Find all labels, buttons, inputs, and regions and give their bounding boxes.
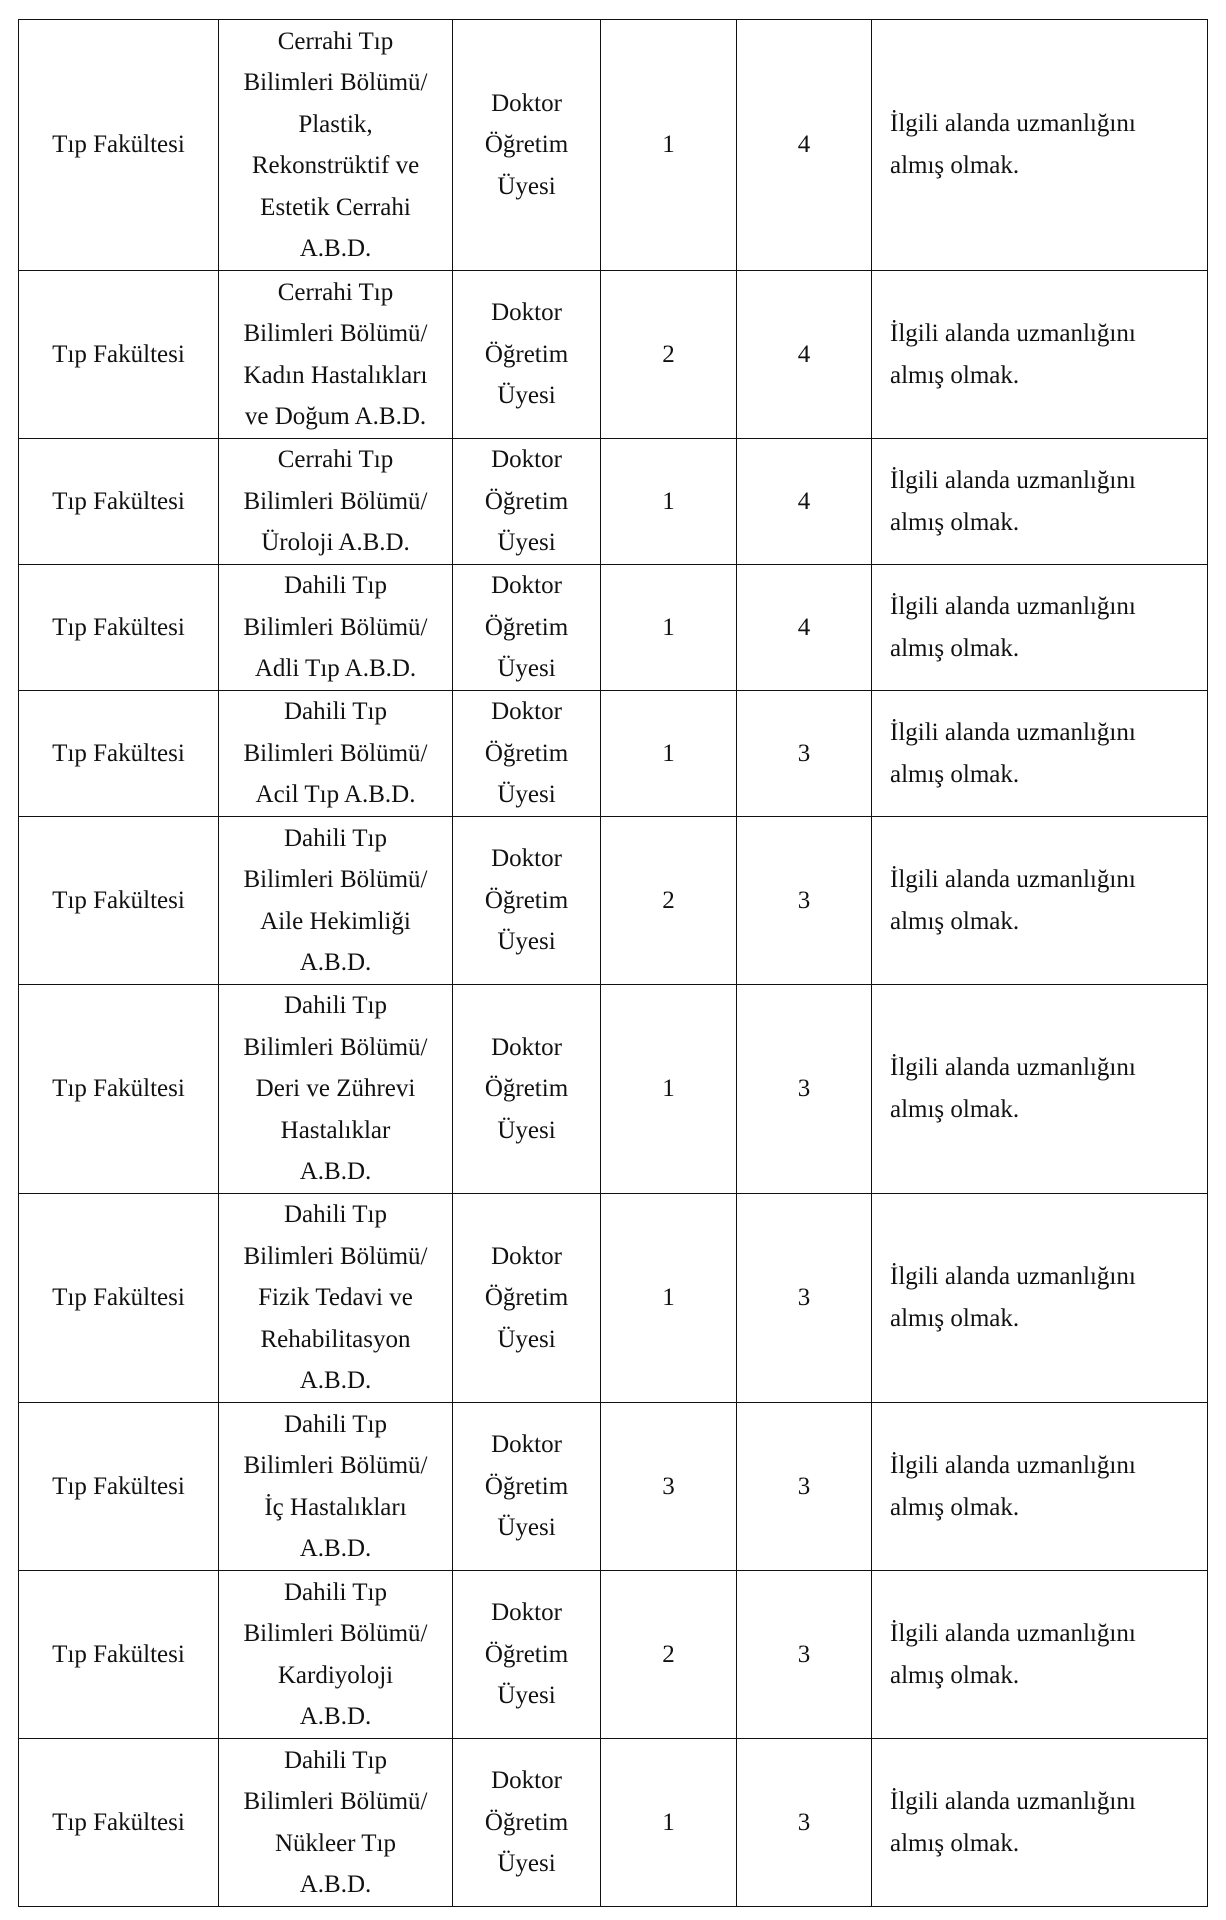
- faculty-name: Tıp Fakültesi: [52, 340, 185, 368]
- department-line: Hastalıklar: [280, 1116, 391, 1144]
- degree-cell: [737, 439, 872, 565]
- position-count: 1: [662, 487, 675, 515]
- department-line: Deri ve Zührevi: [255, 1075, 416, 1103]
- title-line: Üyesi: [497, 1850, 556, 1878]
- position-degree: 4: [797, 613, 811, 641]
- title-line: Doktor: [491, 698, 562, 726]
- department-cell: [219, 271, 453, 439]
- faculty-name: Tıp Fakültesi: [52, 1640, 185, 1668]
- title-line: Doktor: [491, 1242, 562, 1270]
- requirement-cell: [872, 1739, 1208, 1907]
- position-count: 1: [662, 1075, 675, 1103]
- title-cell: [453, 20, 601, 271]
- department-line: A.B.D.: [299, 1871, 372, 1898]
- title-line: Öğretim: [484, 131, 569, 159]
- department-line: Bilimleri Bölümü/: [243, 487, 428, 515]
- requirement-cell: [872, 439, 1208, 565]
- degree-cell: [737, 1571, 872, 1739]
- requirement-cell: [872, 20, 1208, 271]
- title-cell: [453, 565, 601, 691]
- department-line: Dahili Tıp: [283, 1201, 387, 1229]
- title-line: Doktor: [491, 572, 562, 600]
- position-count: 1: [662, 613, 675, 641]
- count-cell: [601, 565, 737, 691]
- position-count: 2: [662, 1640, 675, 1668]
- department-cell: [219, 565, 453, 691]
- table-row: [19, 439, 1208, 565]
- position-count: 3: [662, 1472, 675, 1500]
- table-row: [19, 1403, 1208, 1571]
- department-line: A.B.D.: [299, 1158, 372, 1186]
- title-cell: [453, 439, 601, 565]
- staff-positions-table: [18, 19, 1208, 1907]
- position-count: 1: [662, 1808, 675, 1836]
- department-line: Bilimleri Bölümü/: [243, 613, 428, 641]
- requirement-cell: [872, 985, 1208, 1194]
- title-line: Doktor: [491, 845, 562, 873]
- faculty-cell: [19, 691, 219, 817]
- position-degree: 3: [797, 1808, 811, 1836]
- department-line: Nükleer Tıp: [274, 1829, 397, 1857]
- department-cell: [219, 817, 453, 985]
- department-line: Adli Tıp A.B.D.: [254, 655, 417, 683]
- department-line: Dahili Tıp: [283, 1746, 387, 1774]
- department-line: Dahili Tıp: [283, 992, 387, 1020]
- requirement-line: İlgili alanda uzmanlığını: [890, 1451, 1136, 1479]
- title-cell: [453, 271, 601, 439]
- department-line: Dahili Tıp: [283, 572, 387, 600]
- faculty-name: Tıp Fakültesi: [52, 1808, 185, 1836]
- faculty-name: Tıp Fakültesi: [52, 1075, 185, 1103]
- title-line: Öğretim: [484, 613, 569, 641]
- title-cell: [453, 691, 601, 817]
- degree-cell: [737, 1194, 872, 1403]
- department-cell: [219, 1403, 453, 1571]
- title-line: Doktor: [491, 1599, 562, 1627]
- department-line: Estetik Cerrahi: [260, 193, 411, 221]
- department-line: Plastik,: [298, 110, 373, 138]
- title-line: Doktor: [491, 1431, 562, 1459]
- requirement-line: İlgili alanda uzmanlığını: [890, 466, 1136, 494]
- faculty-name: Tıp Fakültesi: [52, 487, 185, 515]
- faculty-cell: [19, 985, 219, 1194]
- count-cell: [601, 271, 737, 439]
- table-row: [19, 20, 1208, 271]
- department-line: Cerrahi Tıp: [277, 278, 394, 306]
- title-line: Öğretim: [484, 886, 569, 914]
- department-line: Aile Hekimliği: [260, 907, 411, 935]
- faculty-cell: [19, 1403, 219, 1571]
- requirement-line: almış olmak.: [890, 1493, 1020, 1521]
- table-row: [19, 817, 1208, 985]
- department-cell: [219, 691, 453, 817]
- count-cell: [601, 1739, 737, 1907]
- degree-cell: [737, 985, 872, 1194]
- requirement-line: İlgili alanda uzmanlığını: [890, 1787, 1136, 1815]
- requirement-line: almış olmak.: [890, 760, 1020, 788]
- faculty-cell: [19, 439, 219, 565]
- department-cell: [219, 985, 453, 1194]
- position-count: 1: [662, 131, 675, 159]
- requirement-line: almış olmak.: [890, 1661, 1020, 1689]
- department-line: Bilimleri Bölümü/: [243, 739, 428, 767]
- requirement-cell: [872, 271, 1208, 439]
- department-line: Bilimleri Bölümü/: [243, 1033, 428, 1061]
- department-line: Üroloji A.B.D.: [261, 529, 410, 557]
- requirement-line: İlgili alanda uzmanlığını: [890, 319, 1136, 347]
- department-cell: [219, 439, 453, 565]
- requirement-line: almış olmak.: [890, 1305, 1020, 1332]
- department-line: Dahili Tıp: [283, 824, 387, 852]
- department-line: Bilimleri Bölümü/: [243, 69, 428, 96]
- position-degree: 4: [797, 487, 811, 515]
- title-line: Öğretim: [484, 1640, 569, 1668]
- faculty-cell: [19, 817, 219, 985]
- title-line: Öğretim: [484, 1075, 569, 1103]
- position-degree: 4: [797, 131, 811, 159]
- department-cell: [219, 20, 453, 271]
- position-count: 2: [662, 340, 675, 368]
- count-cell: [601, 1403, 737, 1571]
- faculty-name: Tıp Fakültesi: [52, 886, 185, 914]
- faculty-cell: [19, 1194, 219, 1403]
- requirement-line: almış olmak.: [890, 152, 1020, 179]
- count-cell: [601, 1194, 737, 1403]
- title-line: Doktor: [491, 89, 562, 117]
- requirement-line: İlgili alanda uzmanlığını: [890, 110, 1136, 137]
- title-line: Üyesi: [497, 928, 556, 956]
- faculty-name: Tıp Fakültesi: [52, 1284, 185, 1312]
- department-line: Acil Tıp A.B.D.: [255, 781, 416, 809]
- requirement-line: almış olmak.: [890, 1829, 1020, 1857]
- position-count: 1: [662, 739, 675, 767]
- requirement-line: İlgili alanda uzmanlığını: [890, 1263, 1136, 1290]
- faculty-cell: [19, 271, 219, 439]
- position-degree: 3: [797, 1472, 811, 1500]
- degree-cell: [737, 20, 872, 271]
- requirement-line: İlgili alanda uzmanlığını: [890, 865, 1136, 893]
- position-count: 1: [662, 1284, 675, 1312]
- department-line: Kardiyoloji: [277, 1661, 394, 1689]
- position-degree: 3: [797, 1284, 811, 1312]
- requirement-line: almış olmak.: [890, 1096, 1020, 1123]
- department-line: Bilimleri Bölümü/: [243, 1620, 428, 1647]
- department-cell: [219, 1194, 453, 1403]
- degree-cell: [737, 1403, 872, 1571]
- table-row: [19, 565, 1208, 691]
- department-line: Bilimleri Bölümü/: [243, 866, 428, 893]
- title-line: Doktor: [491, 299, 562, 327]
- degree-cell: [737, 817, 872, 985]
- requirement-line: almış olmak.: [890, 634, 1020, 662]
- department-line: Rehabilitasyon: [260, 1325, 411, 1353]
- department-line: A.B.D.: [299, 1367, 372, 1395]
- requirement-line: İlgili alanda uzmanlığını: [890, 718, 1136, 746]
- table-row: [19, 1194, 1208, 1403]
- department-line: Bilimleri Bölümü/: [243, 1788, 428, 1815]
- position-degree: 3: [797, 1640, 811, 1668]
- department-line: Dahili Tıp: [283, 698, 387, 726]
- department-line: Bilimleri Bölümü/: [243, 320, 428, 347]
- position-degree: 3: [797, 886, 811, 914]
- faculty-cell: [19, 1571, 219, 1739]
- position-degree: 3: [797, 739, 811, 767]
- faculty-cell: [19, 1739, 219, 1907]
- department-line: A.B.D.: [299, 1703, 372, 1730]
- department-line: A.B.D.: [299, 949, 372, 976]
- department-line: Rekonstrüktif ve: [251, 152, 420, 179]
- title-line: Üyesi: [497, 382, 556, 410]
- department-line: Cerrahi Tıp: [277, 446, 394, 474]
- requirement-cell: [872, 565, 1208, 691]
- title-line: Öğretim: [484, 487, 569, 515]
- degree-cell: [737, 271, 872, 439]
- count-cell: [601, 20, 737, 271]
- requirement-cell: [872, 817, 1208, 985]
- department-line: A.B.D.: [299, 235, 372, 262]
- degree-cell: [737, 565, 872, 691]
- department-line: Fizik Tedavi ve: [258, 1284, 413, 1312]
- requirement-cell: [872, 691, 1208, 817]
- count-cell: [601, 817, 737, 985]
- table-row: [19, 271, 1208, 439]
- title-cell: [453, 1403, 601, 1571]
- title-line: Doktor: [491, 1767, 562, 1795]
- faculty-cell: [19, 565, 219, 691]
- department-line: ve Doğum A.B.D.: [244, 403, 427, 430]
- count-cell: [601, 439, 737, 565]
- title-line: Öğretim: [484, 1808, 569, 1836]
- table-row: [19, 691, 1208, 817]
- title-line: Öğretim: [484, 739, 569, 767]
- title-line: Üyesi: [497, 1682, 556, 1710]
- department-line: Cerrahi Tıp: [277, 27, 394, 55]
- table-row: [19, 1739, 1208, 1907]
- department-line: Dahili Tıp: [283, 1578, 387, 1606]
- department-line: A.B.D.: [299, 1535, 372, 1562]
- title-cell: [453, 817, 601, 985]
- count-cell: [601, 1571, 737, 1739]
- requirement-cell: [872, 1194, 1208, 1403]
- title-cell: [453, 1739, 601, 1907]
- table-row: [19, 1571, 1208, 1739]
- table-body: [19, 20, 1208, 1907]
- title-line: Doktor: [491, 1033, 562, 1061]
- faculty-name: Tıp Fakültesi: [52, 1472, 185, 1500]
- requirement-line: almış olmak.: [890, 361, 1020, 389]
- faculty-name: Tıp Fakültesi: [52, 131, 185, 159]
- faculty-cell: [19, 20, 219, 271]
- department-line: Bilimleri Bölümü/: [243, 1452, 428, 1479]
- count-cell: [601, 985, 737, 1194]
- requirement-cell: [872, 1403, 1208, 1571]
- degree-cell: [737, 691, 872, 817]
- faculty-name: Tıp Fakültesi: [52, 739, 185, 767]
- title-line: Üyesi: [497, 1325, 556, 1353]
- position-degree: 3: [797, 1075, 811, 1103]
- requirement-cell: [872, 1571, 1208, 1739]
- title-cell: [453, 985, 601, 1194]
- requirement-line: İlgili alanda uzmanlığını: [890, 1619, 1136, 1647]
- requirement-line: İlgili alanda uzmanlığını: [890, 592, 1136, 620]
- department-cell: [219, 1571, 453, 1739]
- title-line: Üyesi: [497, 529, 556, 557]
- department-cell: [219, 1739, 453, 1907]
- title-line: Üyesi: [497, 655, 556, 683]
- title-line: Öğretim: [484, 1284, 569, 1312]
- requirement-line: almış olmak.: [890, 907, 1020, 935]
- department-line: Dahili Tıp: [283, 1410, 387, 1438]
- title-line: Üyesi: [497, 172, 556, 200]
- count-cell: [601, 691, 737, 817]
- faculty-name: Tıp Fakültesi: [52, 613, 185, 641]
- title-cell: [453, 1194, 601, 1403]
- title-line: Üyesi: [497, 781, 556, 809]
- title-line: Üyesi: [497, 1116, 556, 1144]
- title-line: Öğretim: [484, 1472, 569, 1500]
- table-row: [19, 985, 1208, 1194]
- degree-cell: [737, 1739, 872, 1907]
- requirement-line: İlgili alanda uzmanlığını: [890, 1054, 1136, 1081]
- department-line: İç Hastalıkları: [264, 1493, 407, 1521]
- position-degree: 4: [797, 340, 811, 368]
- position-count: 2: [662, 886, 675, 914]
- title-line: Üyesi: [497, 1514, 556, 1542]
- department-line: Bilimleri Bölümü/: [243, 1242, 428, 1270]
- requirement-line: almış olmak.: [890, 508, 1020, 536]
- department-line: Kadın Hastalıkları: [243, 361, 428, 389]
- title-cell: [453, 1571, 601, 1739]
- title-line: Doktor: [491, 446, 562, 474]
- title-line: Öğretim: [484, 340, 569, 368]
